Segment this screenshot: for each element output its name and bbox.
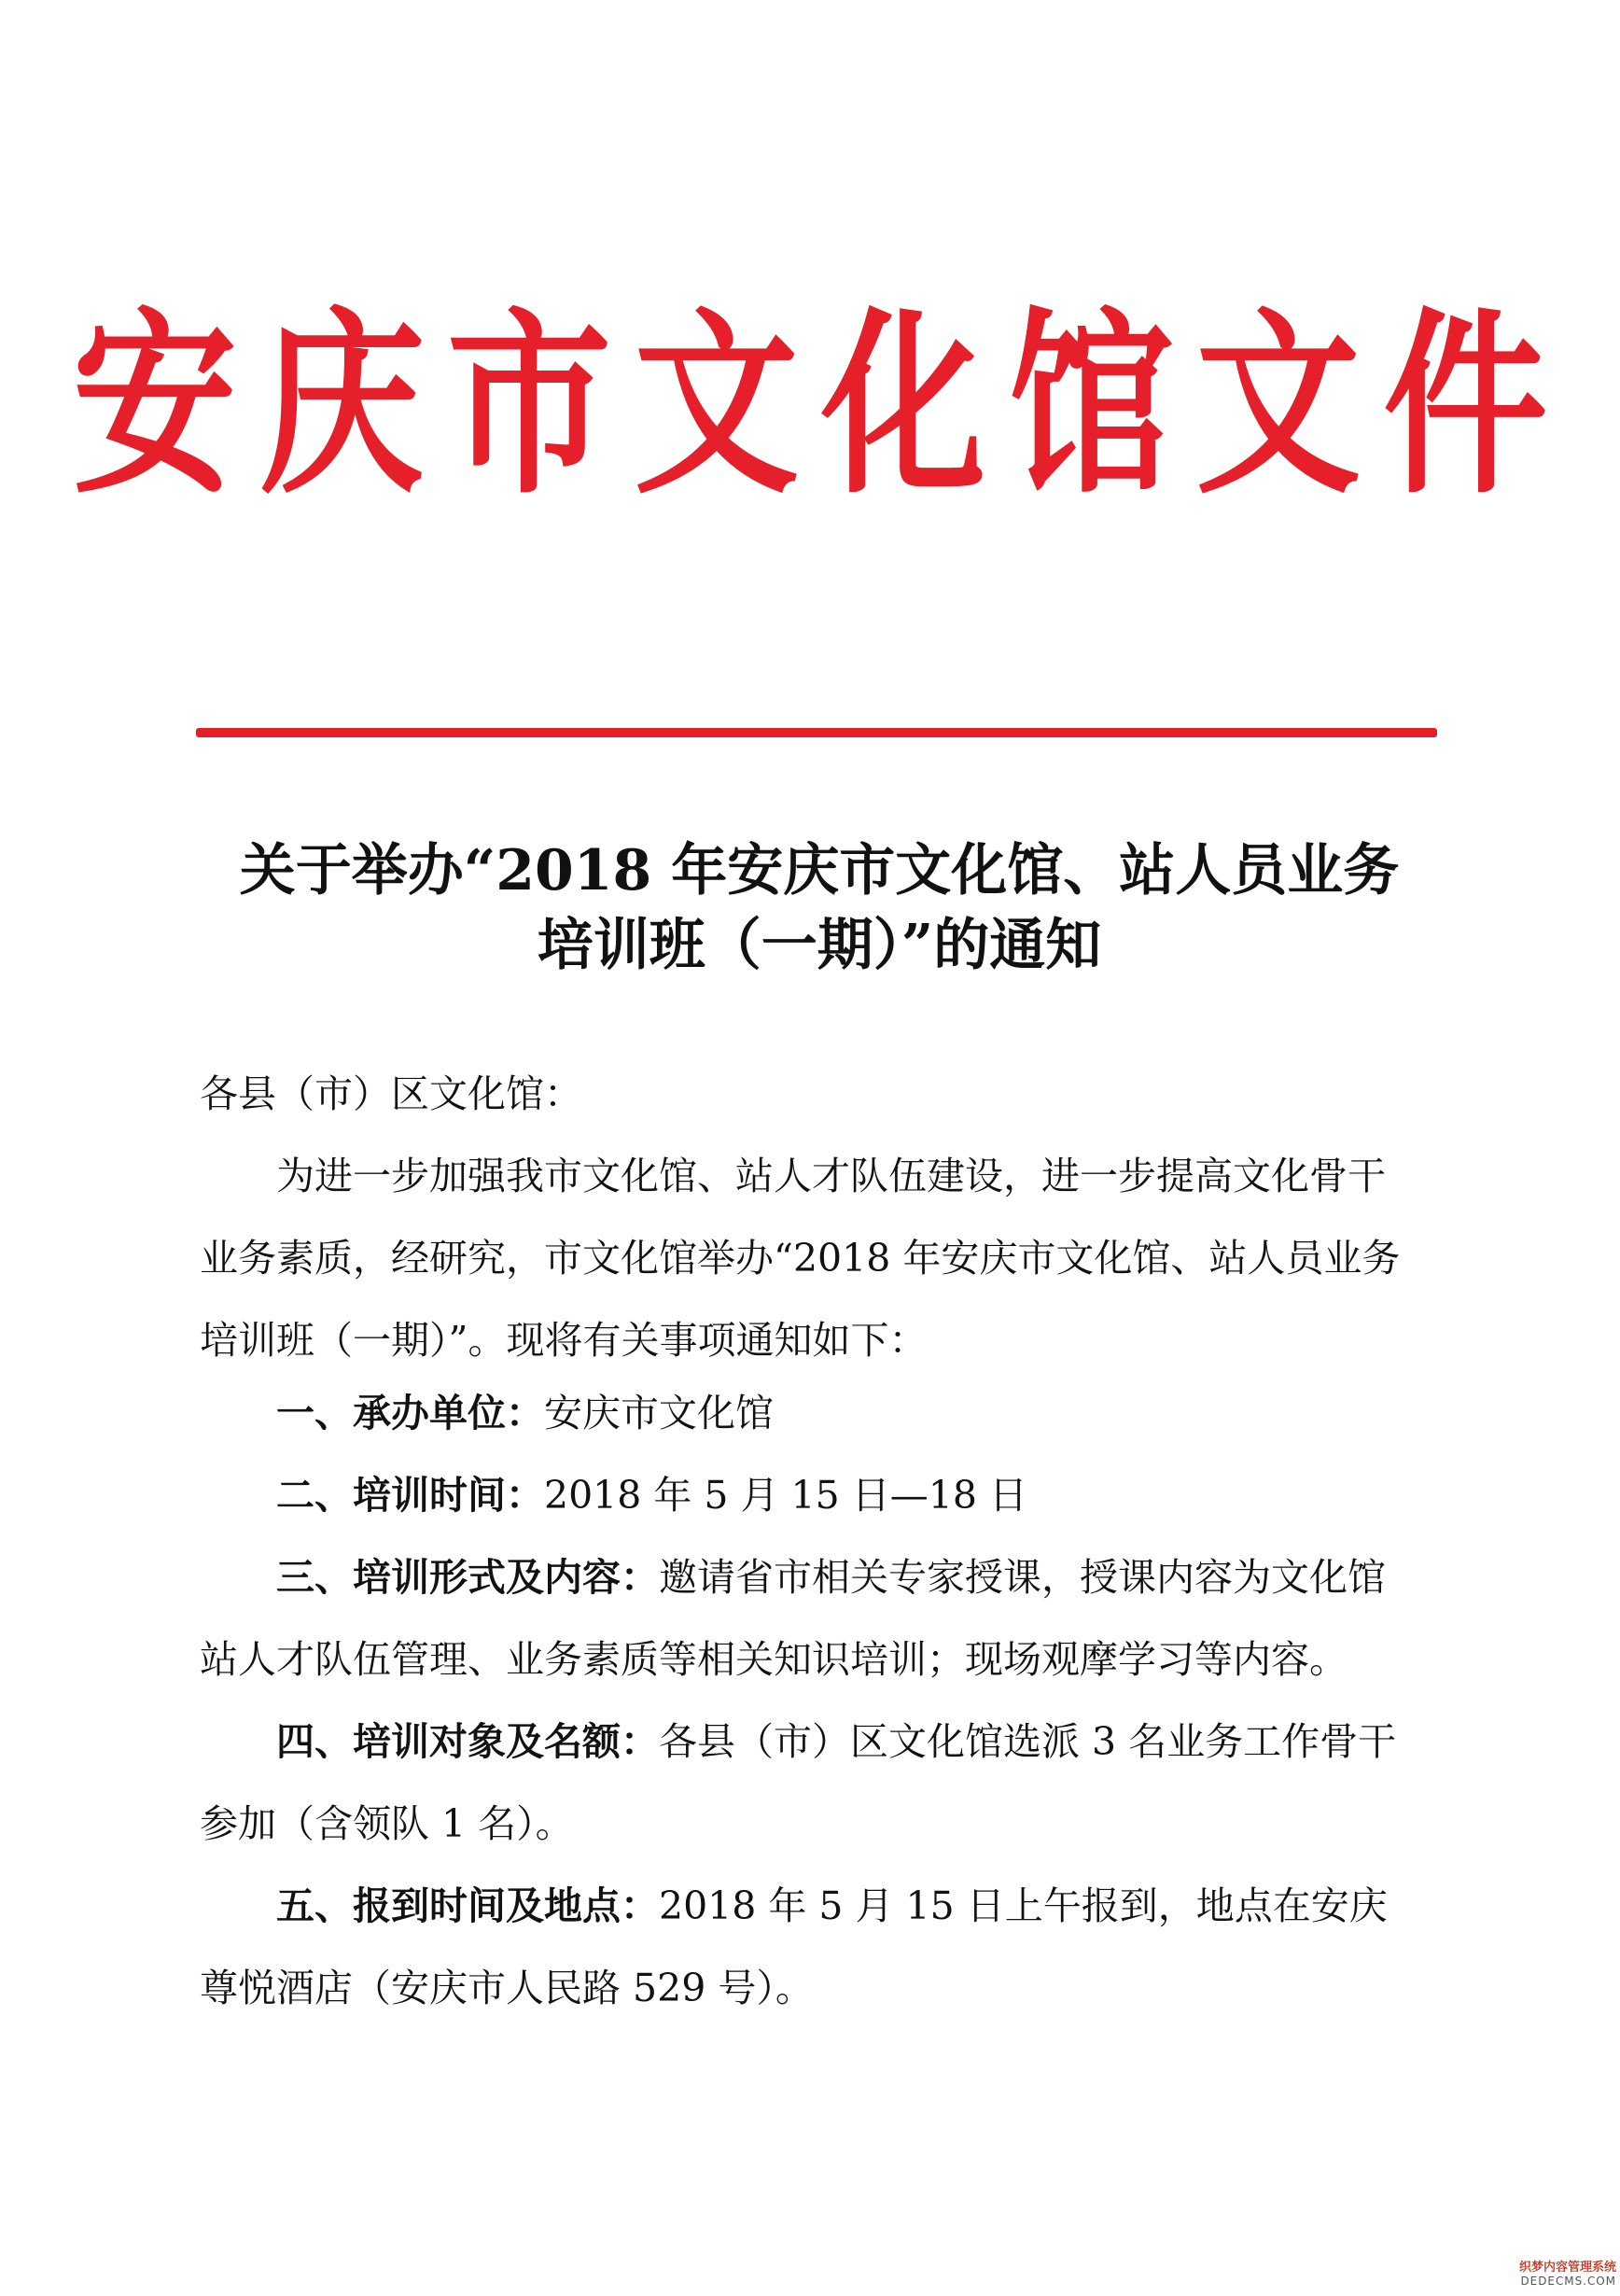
notice-title <box>149 833 1489 983</box>
item-heading: 一、承办单位： <box>276 1391 544 1435</box>
red-divider-rule <box>196 728 1437 737</box>
notice-items <box>200 1372 1409 2029</box>
watermark-line1: 织梦内容管理系统 <box>1518 2261 1616 2275</box>
salutation: 各县（市）区文化馆： <box>200 1071 582 1116</box>
notice-title-line1: 关于举办“2018 年安庆市文化馆、站人员业务 <box>239 838 1400 903</box>
item-heading: 四、培训对象及名额： <box>276 1719 659 1764</box>
item-heading: 五、报到时间及地点： <box>276 1883 659 1928</box>
intro-paragraph: 为进一步加强我市文化馆、站人才队伍建设，进一步提高文化骨干业务素质，经研究，市文化馆举办“2018 年安庆市文化馆、站人员业务培训班（一期）”。现将有关事项通知如下： <box>200 1154 1401 1363</box>
item-text: 2018 年 5 月 15 日上午报到，地点在安庆尊悦酒店（安庆市人民路 529 号）。 <box>200 1883 1388 2010</box>
item-text: 2018 年 5 月 15 日—18 日 <box>544 1473 1027 1518</box>
notice-title-line2: 培训班（一期）”的通知 <box>537 913 1102 978</box>
notice-item <box>200 1865 1409 2029</box>
item-text: 邀请省市相关专家授课，授课内容为文化馆站人才队伍管理、业务素质等相关知识培训；现场观摩学习等内容。 <box>200 1555 1386 1682</box>
item-heading: 三、培训形式及内容： <box>276 1555 659 1600</box>
notice-body <box>200 1053 1409 1381</box>
notice-item <box>200 1536 1409 1701</box>
site-watermark <box>1506 2261 1616 2289</box>
watermark-line2: DEDECMS.COM <box>1520 2275 1616 2289</box>
item-text: 安庆市文化馆 <box>544 1391 774 1435</box>
masthead-title: 安庆市文化馆文件 <box>72 291 1571 521</box>
notice-item <box>200 1372 1409 1454</box>
notice-item <box>200 1454 1409 1536</box>
item-text: 各县（市）区文化馆选派 3 名业务工作骨干参加（含领队 1 名）。 <box>200 1719 1397 1846</box>
notice-item <box>200 1701 1409 1865</box>
item-heading: 二、培训时间： <box>276 1473 544 1518</box>
